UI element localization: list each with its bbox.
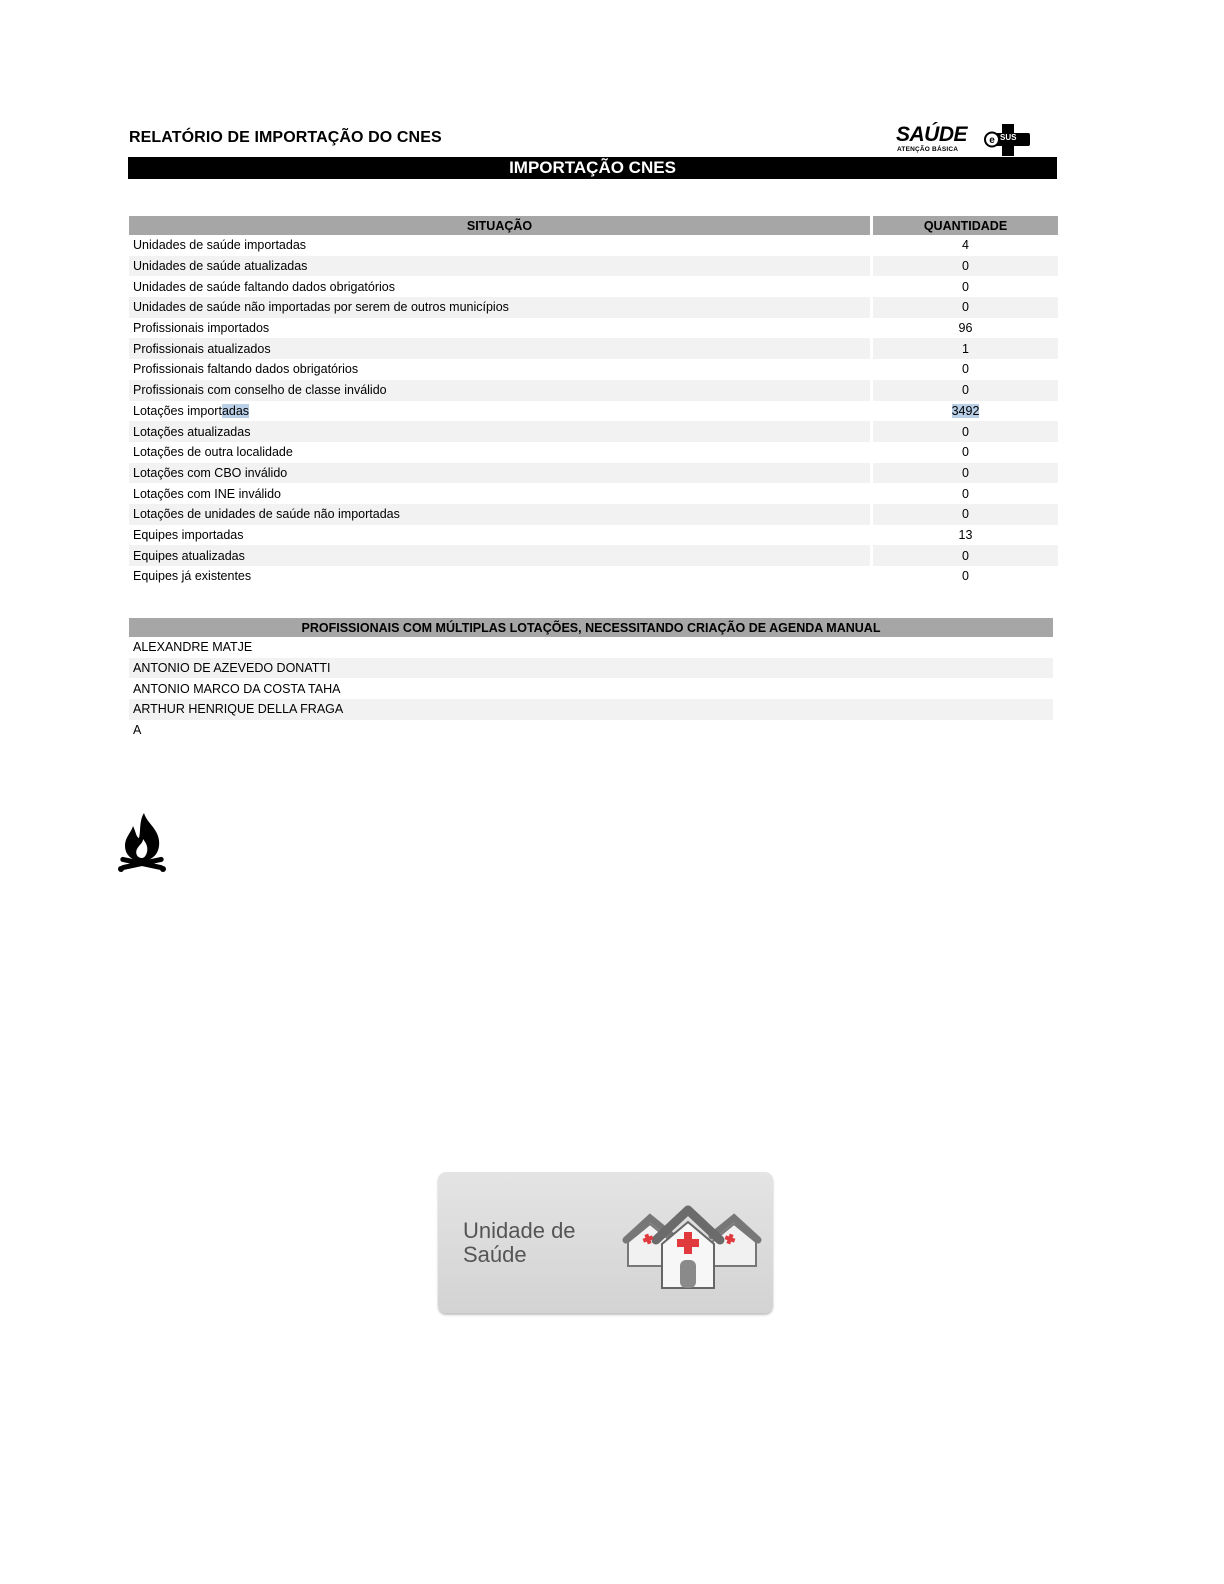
table-row [129,297,1058,318]
professional-name: ALEXANDRE MATJE [133,640,253,655]
column-header-situacao: SITUAÇÃO [129,216,870,235]
row-value: 0 [873,297,1058,318]
table-row [129,483,1058,504]
list-item [129,678,1053,699]
row-value: 0 [962,279,969,294]
table-row [129,442,1058,463]
row-label: Unidades de saúde faltando dados obrigatórios [133,279,395,294]
row-value: 1 [873,338,1058,359]
row-value: 0 [873,504,1058,525]
table-row [129,276,1058,297]
campfire-icon[interactable] [117,812,167,874]
row-label: Lotações de outra localidade [133,445,293,460]
row-value [873,401,1058,422]
profissionais-header: PROFISSIONAIS COM MÚLTIPLAS LOTAÇÕES, NECESSITANDO CRIAÇÃO DE AGENDA MANUAL [129,618,1053,637]
table-row [129,380,1058,401]
table-row [129,566,1058,587]
row-value: 0 [873,380,1058,401]
profissionais-table [129,618,1053,740]
row-value: 0 [962,445,969,460]
row-label: Unidades de saúde atualizadas [129,256,870,277]
table-row [129,359,1058,380]
saude-esus-logo [896,122,1036,156]
row-value: 0 [962,569,969,584]
logo-badge: SUS [1000,133,1017,142]
list-item [129,720,1053,741]
row-value: 0 [873,421,1058,442]
row-value: 0 [873,463,1058,484]
table-row [129,235,1058,256]
svg-text:e: e [989,135,995,146]
row-label: Lotações com INE inválido [133,486,281,501]
row-label: Lotações atualizadas [129,421,870,442]
report-title: RELATÓRIO DE IMPORTAÇÃO DO CNES [129,129,442,146]
list-item [129,637,1053,658]
row-label: Lotações com CBO inválido [129,463,870,484]
selected-text: adas [221,403,250,418]
column-header-quantidade: QUANTIDADE [873,216,1058,235]
row-value: 0 [962,486,969,501]
row-label: Profissionais com conselho de classe inválido [129,380,870,401]
table-row [129,256,1058,277]
table-row [129,525,1058,546]
unidade-de-saude-label: Unidade de Saúde [463,1218,576,1267]
table-row [129,421,1058,442]
list-item [129,699,1053,720]
table-row [129,401,1058,422]
row-label: Profissionais faltando dados obrigatórios [133,362,359,377]
professional-name: A [133,723,142,738]
list-item [129,658,1053,679]
row-label: Equipes já existentes [133,569,252,584]
health-units-icon [620,1196,762,1292]
row-value: 0 [962,362,969,377]
table-row [129,338,1058,359]
profissionais-section [129,618,1059,738]
logo-subtext: ATENÇÃO BÁSICA [897,146,959,153]
row-label: Equipes importadas [133,527,244,542]
row-value: 4 [962,238,969,253]
selected-text: 3492 [951,403,980,418]
row-label: Profissionais atualizados [129,338,870,359]
row-label: Lotações de unidades de saúde não importadas [129,504,870,525]
row-value: 0 [873,256,1058,277]
table-row [129,463,1058,484]
professional-name: ARTHUR HENRIQUE DELLA FRAGA [129,699,1053,720]
row-label-part: Lotações import [133,403,222,418]
row-value: 96 [958,321,973,336]
professional-name: ANTONIO DE AZEVEDO DONATTI [129,658,1053,679]
professional-name: ANTONIO MARCO DA COSTA TAHA [133,681,341,696]
unidade-de-saude-button[interactable] [438,1172,773,1313]
row-value: 0 [873,545,1058,566]
logo-text: SAÚDE [896,123,968,146]
row-label: Profissionais importados [133,321,270,336]
row-label: Unidades de saúde não importadas por serem de outros municípios [129,297,870,318]
row-label: Unidades de saúde importadas [133,238,307,253]
row-label: Equipes atualizadas [129,545,870,566]
row-value: 13 [958,527,973,542]
table-row [129,318,1058,339]
row-label [129,401,870,422]
situacao-table [129,216,1058,587]
table-row [129,545,1058,566]
section-title-bar: IMPORTAÇÃO CNES [128,157,1057,179]
table-row [129,504,1058,525]
